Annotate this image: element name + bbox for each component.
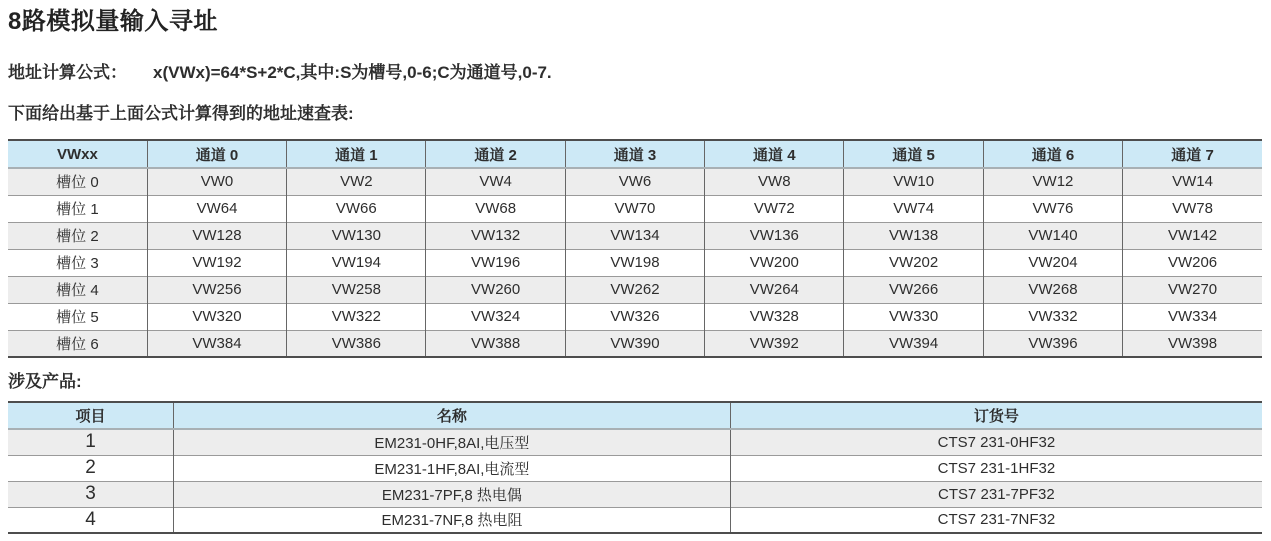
address-cell: VW200: [705, 249, 844, 276]
address-cell: VW192: [147, 249, 286, 276]
product-table: [8, 401, 1262, 534]
product-column-header: 订货号: [730, 402, 1262, 429]
address-cell: VW136: [705, 222, 844, 249]
page-title: 8路模拟量输入寻址: [8, 8, 218, 35]
order-number-cell: CTS7 231-7PF32: [730, 481, 1262, 507]
address-cell: VW322: [287, 303, 426, 330]
vwxx-column-header: VWxx: [8, 140, 147, 168]
address-lookup-table: [8, 139, 1262, 358]
slot-label-cell: 槽位 3: [8, 249, 147, 276]
channel-column-header: 通道 1: [287, 140, 426, 168]
product-column-header: 名称: [174, 402, 731, 429]
address-cell: VW320: [147, 303, 286, 330]
product-row: [8, 481, 1262, 507]
address-cell: VW64: [147, 195, 286, 222]
address-cell: VW10: [844, 168, 983, 195]
address-cell: VW0: [147, 168, 286, 195]
address-cell: VW66: [287, 195, 426, 222]
address-cell: VW138: [844, 222, 983, 249]
address-cell: VW388: [426, 330, 565, 357]
item-number-cell: 2: [8, 455, 174, 481]
address-cell: VW262: [565, 276, 704, 303]
address-cell: VW6: [565, 168, 704, 195]
channel-column-header: 通道 4: [705, 140, 844, 168]
product-header-row: [8, 402, 1262, 429]
address-cell: VW134: [565, 222, 704, 249]
address-cell: VW330: [844, 303, 983, 330]
address-cell: VW68: [426, 195, 565, 222]
address-cell: VW78: [1123, 195, 1262, 222]
address-cell: VW396: [983, 330, 1122, 357]
order-number-cell: CTS7 231-7NF32: [730, 507, 1262, 533]
product-column-header: 项目: [8, 402, 174, 429]
order-number-cell: CTS7 231-0HF32: [730, 429, 1262, 455]
address-cell: VW202: [844, 249, 983, 276]
item-number-cell: 1: [85, 431, 96, 453]
address-cell: VW328: [705, 303, 844, 330]
order-number-cell: CTS7 231-1HF32: [730, 455, 1262, 481]
channel-column-header: 通道 0: [147, 140, 286, 168]
channel-column-header: 通道 7: [1123, 140, 1262, 168]
address-cell: VW390: [565, 330, 704, 357]
slot-label-cell: 槽位 4: [8, 276, 147, 303]
address-cell: VW198: [565, 249, 704, 276]
channel-column-header: 通道 5: [844, 140, 983, 168]
address-cell: VW142: [1123, 222, 1262, 249]
address-cell: VW4: [426, 168, 565, 195]
address-cell: VW14: [1123, 168, 1262, 195]
address-table-body: [8, 168, 1262, 357]
address-cell: VW196: [426, 249, 565, 276]
address-cell: VW8: [705, 168, 844, 195]
address-cell: VW398: [1123, 330, 1262, 357]
product-row: [8, 429, 1262, 455]
product-name-cell: EM231-0HF,8AI,电压型: [174, 429, 731, 455]
slot-label-cell: 槽位 1: [8, 195, 147, 222]
address-cell: VW332: [983, 303, 1122, 330]
formula-label: 地址计算公式：: [8, 63, 127, 82]
slot-label-cell: 槽位 0: [56, 174, 99, 192]
slot-row: [8, 195, 1262, 222]
address-cell: VW76: [983, 195, 1122, 222]
item-number-cell: 3: [8, 481, 174, 507]
address-header-row: [8, 140, 1262, 168]
address-cell: VW12: [983, 168, 1122, 195]
product-name-cell: EM231-1HF,8AI,电流型: [174, 455, 731, 481]
address-cell: VW258: [287, 276, 426, 303]
slot-row: [8, 303, 1262, 330]
address-cell: VW206: [1123, 249, 1262, 276]
address-cell: VW264: [705, 276, 844, 303]
table-intro: 下面给出基于上面公式计算得到的地址速查表:: [8, 104, 354, 123]
address-cell: VW334: [1123, 303, 1262, 330]
product-table-header: [8, 402, 1262, 429]
product-row: [8, 455, 1262, 481]
address-cell: VW392: [705, 330, 844, 357]
address-cell: VW260: [426, 276, 565, 303]
address-cell: VW324: [426, 303, 565, 330]
products-label: 涉及产品:: [8, 372, 82, 391]
address-cell: VW266: [844, 276, 983, 303]
slot-row: [8, 249, 1262, 276]
address-cell: VW128: [147, 222, 286, 249]
address-cell: VW132: [426, 222, 565, 249]
address-cell: VW386: [287, 330, 426, 357]
slot-row: [8, 276, 1262, 303]
address-cell: VW72: [705, 195, 844, 222]
address-cell: VW204: [983, 249, 1122, 276]
address-cell: VW74: [844, 195, 983, 222]
slot-row: [8, 330, 1262, 357]
address-cell: VW256: [147, 276, 286, 303]
product-name-cell: EM231-7NF,8 热电阻: [174, 507, 731, 533]
address-table-header: [8, 140, 1262, 168]
product-row: [8, 507, 1262, 533]
address-cell: VW384: [147, 330, 286, 357]
address-cell: VW2: [287, 168, 426, 195]
channel-column-header: 通道 6: [983, 140, 1122, 168]
address-cell: VW130: [287, 222, 426, 249]
formula-expression: x(VWx)=64*S+2*C,其中:S为槽号,0-6;C为通道号,0-7.: [153, 63, 552, 82]
address-cell: VW140: [983, 222, 1122, 249]
slot-row: [8, 168, 1262, 195]
product-table-body: [8, 429, 1262, 533]
address-cell: VW326: [565, 303, 704, 330]
slot-label-cell: 槽位 5: [8, 303, 147, 330]
slot-label-cell: 槽位 2: [8, 222, 147, 249]
address-cell: VW270: [1123, 276, 1262, 303]
formula-line: [8, 61, 1262, 85]
address-cell: VW268: [983, 276, 1122, 303]
slot-row: [8, 222, 1262, 249]
address-cell: VW70: [565, 195, 704, 222]
item-number-cell: 4: [8, 507, 174, 533]
slot-label-cell: 槽位 6: [8, 330, 147, 357]
address-cell: VW394: [844, 330, 983, 357]
channel-column-header: 通道 2: [426, 140, 565, 168]
address-cell: VW194: [287, 249, 426, 276]
channel-column-header: 通道 3: [565, 140, 704, 168]
product-name-cell: EM231-7PF,8 热电偶: [174, 481, 731, 507]
